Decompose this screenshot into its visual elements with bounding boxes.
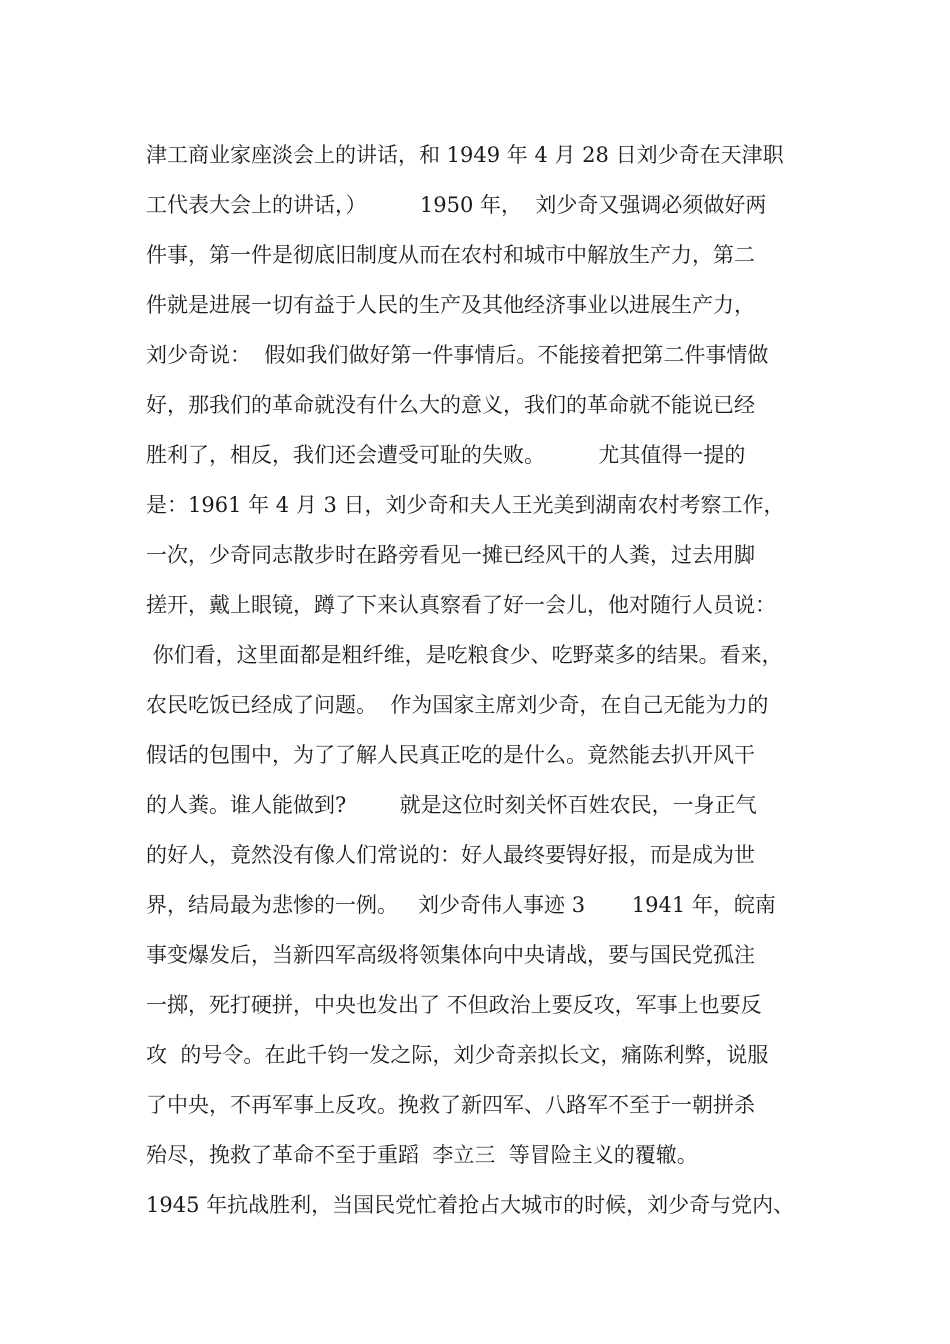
text-line: 的人粪。谁人能做到? 就是这位时刻关怀百姓农民，一身正气 <box>146 793 757 817</box>
text-line: 好，那我们的革命就没有什么大的意义，我们的革命就不能说已经 <box>146 393 755 417</box>
body-text <box>146 130 826 1230</box>
text-line: 胜利了，相反，我们还会遭受可耻的失败。 尤其值得一提的 <box>146 443 746 467</box>
text-line: 1945 年抗战胜利，当国民党忙着抢占大城市的时候，刘少奇与党内、 <box>146 1193 795 1217</box>
text-line: 假话的包围中，为了了解人民真正吃的是什么。竟然能去扒开风干 <box>146 743 755 767</box>
text-line: 攻 的号令。在此千钧一发之际，刘少奇亲拟长文，痛陈利弊，说服 <box>146 1043 769 1067</box>
text-line: 殆尽，挽救了革命不至于重蹈 李立三 等冒险主义的覆辙。 <box>146 1143 698 1167</box>
text-line: 的好人，竟然没有像人们常说的：好人最终要锝好报，而是成为世 <box>146 843 755 867</box>
text-line: 一掷，死打硬拼，中央也发出了 不但政治上要反攻，军事上也要反 <box>146 993 762 1017</box>
text-line: 件就是进展一切有益于人民的生产及其他经济事业以进展生产力， <box>146 293 755 317</box>
text-line: 是：1961 年 4 月 3 日，刘少奇和夫人王光美到湖南农村考察工作， <box>146 493 785 517</box>
text-line: 津工商业家座淡会上的讲话，和 1949 年 4 月 28 日刘少奇在天津职 <box>146 143 784 167</box>
text-line: 了中央，不再军事上反攻。挽救了新四军、八路军不至于一朝拼杀 <box>146 1093 755 1117</box>
text-line: 界，结局最为悲惨的一例。 刘少奇伟人事迹 3 1941 年，皖南 <box>146 893 776 917</box>
text-line: 你们看，这里面都是粗纤维，是吃粮食少、吃野菜多的结果。看来， <box>146 643 783 667</box>
text-line: 事变爆发后，当新四军高级将领集体向中央请战，要与国民党孤注 <box>146 943 755 967</box>
text-line: 农民吃饭已经成了问题。 作为国家主席刘少奇，在自己无能为力的 <box>146 693 769 717</box>
text-line: 刘少奇说： 假如我们做好第一件事情后。不能接着把第二件事情做 <box>146 343 769 367</box>
text-line: 一次，少奇同志散步时在路旁看见一摊已经风干的人粪，过去用脚 <box>146 543 755 567</box>
text-line: 搓开，戴上眼镜，蹲了下来认真察看了好一会儿，他对随行人员说： <box>146 593 776 617</box>
text-line: 件事，第一件是彻底旧制度从而在农村和城市中解放生产力，第二 <box>146 243 755 267</box>
text-line: 工代表大会上的讲话，） 1950 年， 刘少奇又强调必须做好两 <box>146 193 767 217</box>
